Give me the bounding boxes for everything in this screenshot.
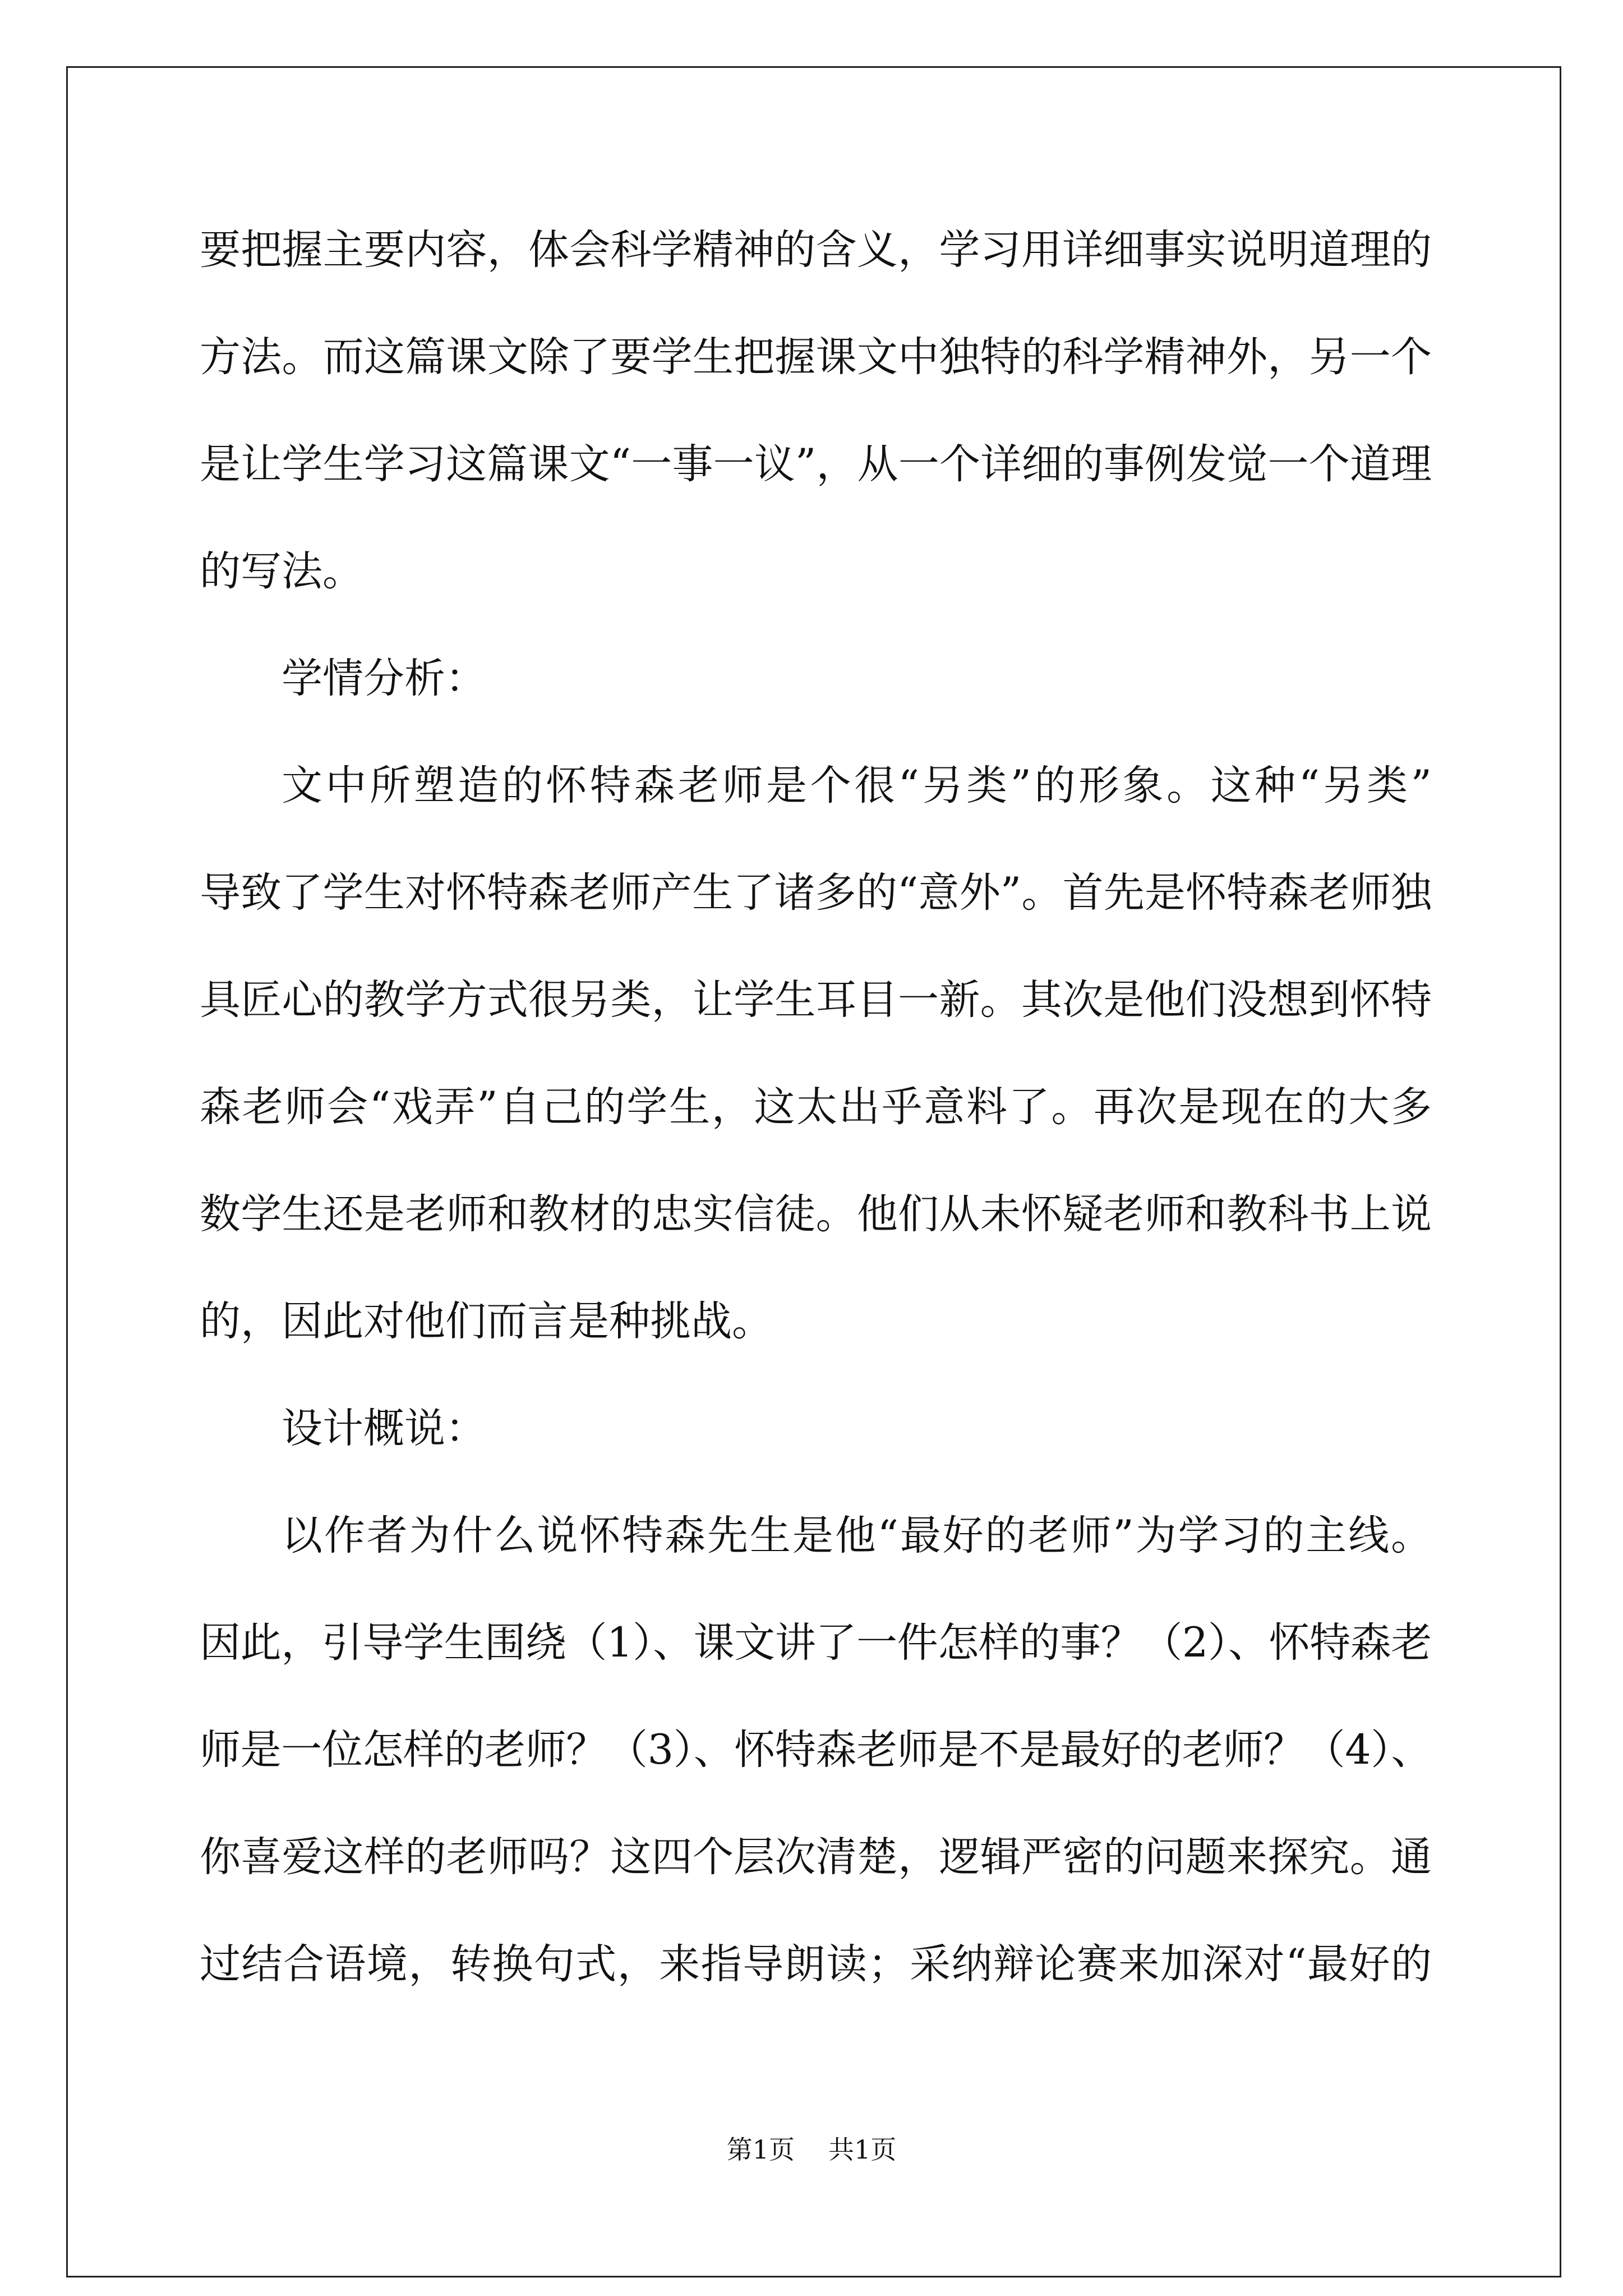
line-text: 师是一位怎样的老师？（3）、怀特森老师是不是最好的老师？（4）、 <box>200 1726 1432 1774</box>
text-line <box>200 411 1432 518</box>
text-line <box>200 1911 1432 2018</box>
line-text: 具匠心的教学方式很另类，让学生耳目一新。其次是他们没想到怀特 <box>200 976 1432 1024</box>
line-text: 是让学生学习这篇课文“一事一议”，从一个详细的事例发觉一个道理 <box>200 440 1432 488</box>
paragraph <box>200 1482 1432 2018</box>
line-text: 过结合语境，转换句式，来指导朗读；采纳辩论赛来加深对“最好的 <box>200 1940 1432 1988</box>
paragraph <box>200 732 1432 1375</box>
text-line <box>200 839 1432 946</box>
line-text: 文中所塑造的怀特森老师是个很“另类”的形象。这种“另类” <box>282 762 1432 809</box>
line-text: 方法。而这篇课文除了要学生把握课文中独特的科学精神外，另一个 <box>200 333 1432 381</box>
text-line <box>200 1375 1432 1482</box>
paragraph <box>200 625 1432 732</box>
text-line <box>200 303 1432 411</box>
text-line <box>200 518 1432 625</box>
text-line <box>200 1161 1432 1268</box>
line-text: 因此，引导学生围绕（1）、课文讲了一件怎样的事？（2）、怀特森老 <box>200 1619 1432 1667</box>
line-text: 的写法。 <box>200 547 363 595</box>
text-line <box>200 732 1432 839</box>
text-line <box>200 946 1432 1053</box>
text-line <box>200 625 1432 732</box>
page-footer <box>0 2132 1623 2168</box>
text-line <box>200 1268 1432 1375</box>
text-line <box>200 1589 1432 1696</box>
page-number: 第1页 <box>726 2134 795 2165</box>
line-text: 数学生还是老师和教材的忠实信徒。他们从未怀疑老师和教科书上说 <box>200 1190 1432 1238</box>
text-line <box>200 1482 1432 1589</box>
body-text <box>200 196 1432 2018</box>
line-text: 设计概说： <box>282 1405 486 1452</box>
line-text: 森老师会“戏弄”自己的学生，这太出乎意料了。再次是现在的大多 <box>200 1083 1432 1131</box>
paragraph <box>200 196 1432 625</box>
line-text: 要把握主要内容，体会科学精神的含义，学习用详细事实说明道理的 <box>200 226 1432 274</box>
line-text: 以作者为什么说怀特森先生是他“最好的老师”为学习的主线。 <box>282 1512 1432 1559</box>
text-line <box>200 1803 1432 1911</box>
page-total: 共1页 <box>828 2134 897 2165</box>
text-line <box>200 1053 1432 1161</box>
text-line <box>200 196 1432 303</box>
paragraph <box>200 1375 1432 1482</box>
line-text: 学情分析： <box>282 655 486 702</box>
line-text: 的，因此对他们而言是种挑战。 <box>200 1297 773 1345</box>
line-text: 你喜爱这样的老师吗？这四个层次清楚，逻辑严密的问题来探究。通 <box>200 1833 1432 1881</box>
text-line <box>200 1696 1432 1803</box>
line-text: 导致了学生对怀特森老师产生了诸多的“意外”。首先是怀特森老师独 <box>200 869 1432 917</box>
